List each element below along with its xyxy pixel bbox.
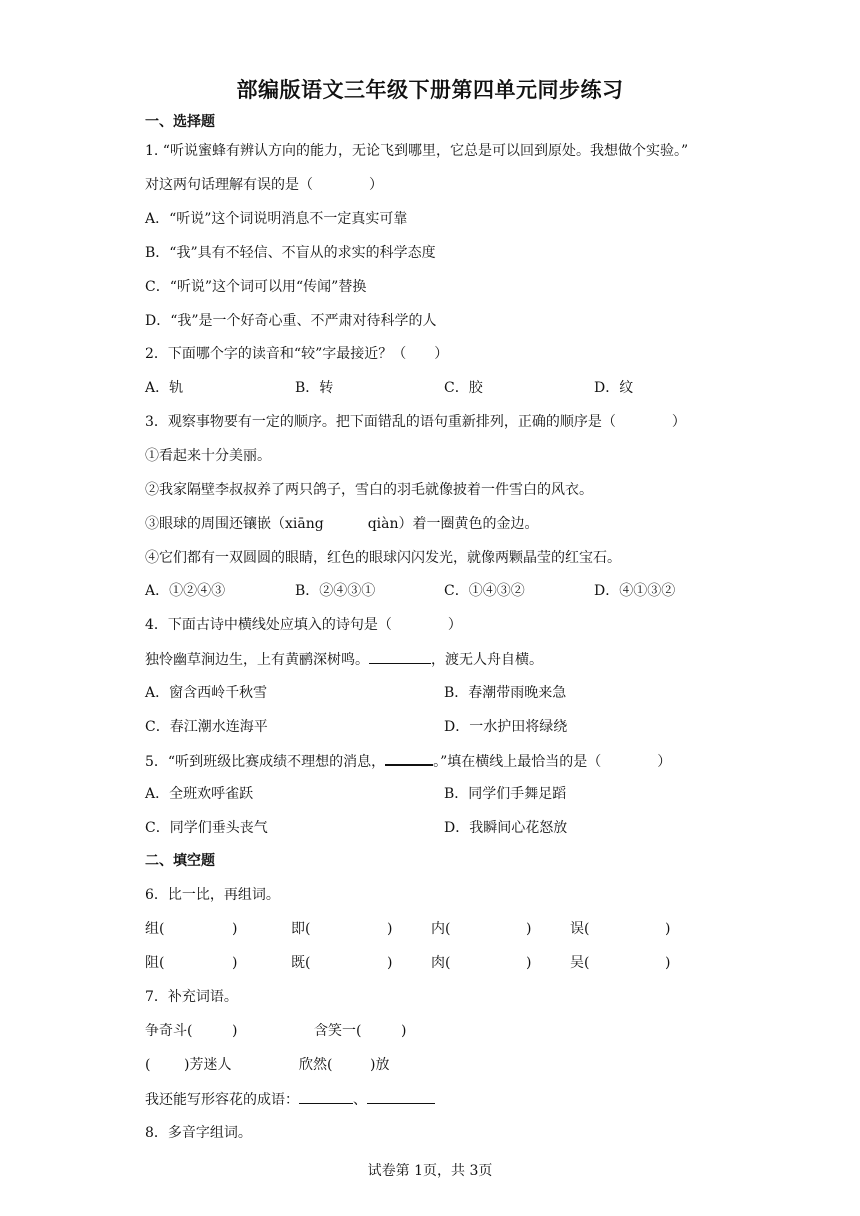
- q7-item-a-close: ): [232, 1023, 238, 1039]
- q7-item-e-label: 我还能写形容花的成语：: [145, 1092, 299, 1108]
- q7-blank-2: [367, 1089, 435, 1104]
- q5-stem-part1: 5．“听到班级比赛成绩不理想的消息，: [145, 754, 386, 770]
- q6-row2-item1: 阻(: [145, 955, 165, 971]
- q2-option-c: C．胶: [444, 380, 483, 396]
- q6-row2-close3: ): [526, 955, 532, 971]
- q7-item-c-open: (: [145, 1057, 151, 1073]
- q6-row2-close1: ): [232, 955, 238, 971]
- q6-stem: 6．比一比，再组词。: [145, 887, 280, 903]
- q6-row1-item3: 内(: [431, 921, 451, 937]
- q2-option-d: D．纹: [594, 380, 634, 396]
- q5-stem-part2: 。”填在横线上最恰当的是（ ）: [433, 754, 672, 770]
- q2-option-a: A．轨: [145, 380, 184, 396]
- q1-option-d: D．“我”是一个好奇心重、不严肃对待科学的人: [145, 313, 437, 329]
- q4-poem: [145, 649, 543, 670]
- q4-option-c: C．春江潮水连海平: [145, 719, 268, 735]
- q6-row1-item2: 即(: [291, 921, 311, 937]
- q7-item-d: 欣然(: [299, 1057, 333, 1073]
- q6-row1-close2: ): [387, 921, 393, 937]
- q3-option-d: D．④①③②: [594, 583, 676, 599]
- q4-poem-blank: [369, 649, 431, 664]
- q4-poem-part2: ，渡无人舟自横。: [431, 652, 543, 668]
- q6-row1-close4: ): [665, 921, 671, 937]
- q7-item-e-sep: 、: [353, 1092, 367, 1108]
- q6-row2-close4: ): [665, 955, 671, 971]
- q6-row1-close1: ): [232, 921, 238, 937]
- page-footer: 试卷第 1页，共 3页: [367, 1163, 493, 1179]
- q4-stem: 4．下面古诗中横线处应填入的诗句是（ ）: [145, 617, 462, 633]
- q4-option-d: D．一水护田将绿绕: [444, 719, 568, 735]
- q2-stem: 2．下面哪个字的读音和“较”字最接近？（ ）: [145, 346, 449, 362]
- q1-option-c: C．“听说”这个词可以用“传闻”替换: [145, 279, 367, 295]
- q2-option-b: B．转: [295, 380, 334, 396]
- q7-stem: 7．补充词语。: [145, 989, 238, 1005]
- q3-sentence-3: [145, 514, 539, 534]
- q7-item-b: 含笑一(: [314, 1023, 362, 1039]
- q6-row1-item1: 组(: [145, 921, 165, 937]
- q1-option-a: A．“听说”这个词说明消息不一定真实可靠: [145, 211, 408, 227]
- q4-option-b: B．春潮带雨晚来急: [444, 685, 567, 701]
- q3-stem: 3．观察事物要有一定的顺序。把下面错乱的语句重新排列，正确的顺序是（ ）: [145, 414, 686, 430]
- q3-sentence-1: ①看起来十分美丽。: [145, 448, 271, 464]
- q7-item-b-close: ): [401, 1023, 407, 1039]
- q3-option-c: C．①④③②: [444, 583, 525, 599]
- q6-row1-close3: ): [526, 921, 532, 937]
- q7-blank-1: [299, 1089, 353, 1104]
- q4-option-a: A．窗含西岭千秋雪: [145, 685, 268, 701]
- q6-row1-item4: 误(: [570, 921, 590, 937]
- q3-option-b: B．②④③①: [295, 583, 376, 599]
- q1-stem-line2: 对这两句话理解有误的是（ ）: [145, 177, 383, 193]
- q3-sentence-3-part2: qiàn）着一圈黄色的金边。: [367, 516, 539, 532]
- q3-option-a: A．①②④③: [145, 583, 226, 599]
- page-title: 部编版语文三年级下册第四单元同步练习: [236, 78, 624, 102]
- q3-sentence-3-part1: ③眼球的周围还镶嵌（xiāng: [145, 516, 324, 532]
- q3-sentence-4: ④它们都有一双圆圆的眼睛，红色的眼球闪闪发光，就像两颗晶莹的红宝石。: [145, 550, 621, 566]
- q5-option-d: D．我瞬间心花怒放: [444, 820, 568, 836]
- q6-row2-item3: 肉(: [431, 955, 451, 971]
- q6-row2-item2: 既(: [291, 955, 311, 971]
- q5-blank: [385, 750, 433, 766]
- q7-item-d-close: )放: [370, 1057, 390, 1073]
- q5-option-c: C．同学们垂头丧气: [145, 820, 268, 836]
- q7-item-e: [145, 1089, 435, 1110]
- q5-option-a: A．全班欢呼雀跃: [145, 786, 254, 802]
- q7-item-a: 争奇斗(: [145, 1023, 193, 1039]
- section-heading-fill: 二、填空题: [145, 853, 215, 869]
- q6-row2-item4: 吴(: [570, 955, 590, 971]
- q3-sentence-2: ②我家隔壁李叔叔养了两只鸽子，雪白的羽毛就像披着一件雪白的风衣。: [145, 482, 593, 498]
- q6-row2-close2: ): [387, 955, 393, 971]
- q5-stem: [145, 750, 671, 772]
- q4-poem-part1: 独怜幽草涧边生，上有黄鹂深树鸣。: [145, 652, 369, 668]
- q1-option-b: B．“我”具有不轻信、不盲从的求实的科学态度: [145, 245, 436, 261]
- q7-item-c: )芳迷人: [184, 1057, 232, 1073]
- q8-stem: 8．多音字组词。: [145, 1125, 252, 1141]
- q1-stem-line1: 1. “听说蜜蜂有辨认方向的能力，无论飞到哪里，它总是可以回到原处。我想做个实验。”: [145, 143, 689, 159]
- q5-option-b: B．同学们手舞足蹈: [444, 786, 567, 802]
- section-heading-choice: 一、选择题: [145, 114, 215, 130]
